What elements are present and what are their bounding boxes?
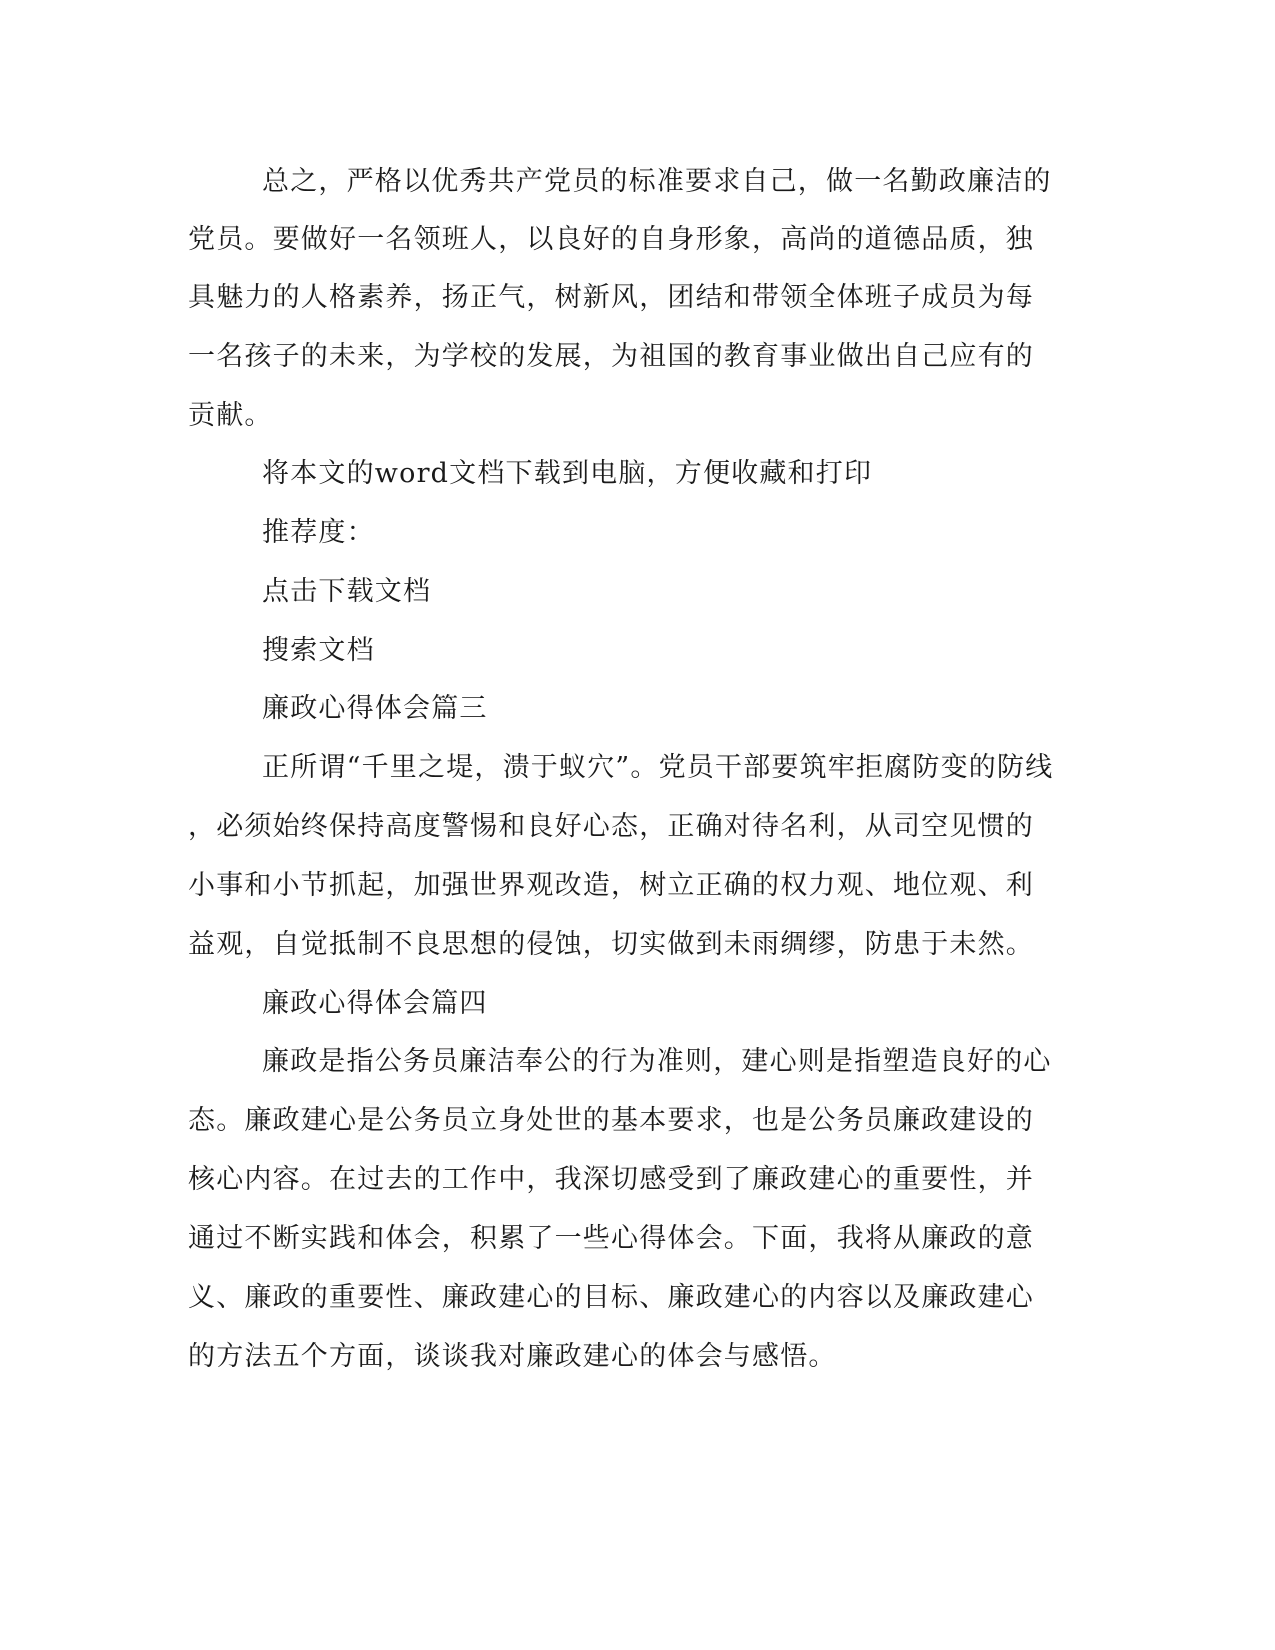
paragraph-line: 总之，严格以优秀共产党员的标准要求自己，做一名勤政廉洁的 (262, 166, 1052, 197)
paragraph-line: 的方法五个方面，谈谈我对廉政建心的体会与感悟。 (188, 1341, 837, 1372)
paragraph-line: 党员。要做好一名领班人，以良好的自身形象，高尚的道德品质，独 (188, 224, 1034, 255)
search-link[interactable]: 搜索文档 (262, 635, 375, 666)
section-heading: 廉政心得体会篇四 (262, 988, 488, 1019)
paragraph-line: 益观，自觉抵制不良思想的侵蚀，切实做到未雨绸缪，防患于未然。 (188, 929, 1034, 960)
paragraph-line: 具魅力的人格素养，扬正气，树新风，团结和带领全体班子成员为每 (188, 282, 1034, 313)
download-link[interactable]: 点击下载文档 (262, 576, 432, 607)
section-heading: 廉政心得体会篇三 (262, 693, 488, 724)
paragraph-line: ，必须始终保持高度警惕和良好心态，正确对待名利，从司空见惯的 (188, 811, 1034, 842)
paragraph-line: 通过不断实践和体会，积累了一些心得体会。下面，我将从廉政的意 (188, 1223, 1034, 1254)
paragraph-line: 廉政是指公务员廉洁奉公的行为准则，建心则是指塑造良好的心 (262, 1046, 1052, 1077)
paragraph-line: 核心内容。在过去的工作中，我深切感受到了廉政建心的重要性，并 (188, 1164, 1034, 1195)
paragraph-line: 义、廉政的重要性、廉政建心的目标、廉政建心的内容以及廉政建心 (188, 1282, 1034, 1313)
paragraph-line: 一名孩子的未来，为学校的发展，为祖国的教育事业做出自己应有的 (188, 341, 1034, 372)
paragraph-line: 小事和小节抓起，加强世界观改造，树立正确的权力观、地位观、利 (188, 870, 1034, 901)
recommend-label: 推荐度： (262, 517, 375, 548)
paragraph-line: 贡献。 (188, 400, 273, 431)
download-prompt: 将本文的word文档下载到电脑，方便收藏和打印 (262, 458, 873, 489)
paragraph-line: 正所谓“千里之堤，溃于蚁穴”。党员干部要筑牢拒腐防变的防线 (262, 752, 1054, 783)
paragraph-line: 态。廉政建心是公务员立身处世的基本要求，也是公务员廉政建设的 (188, 1105, 1034, 1136)
